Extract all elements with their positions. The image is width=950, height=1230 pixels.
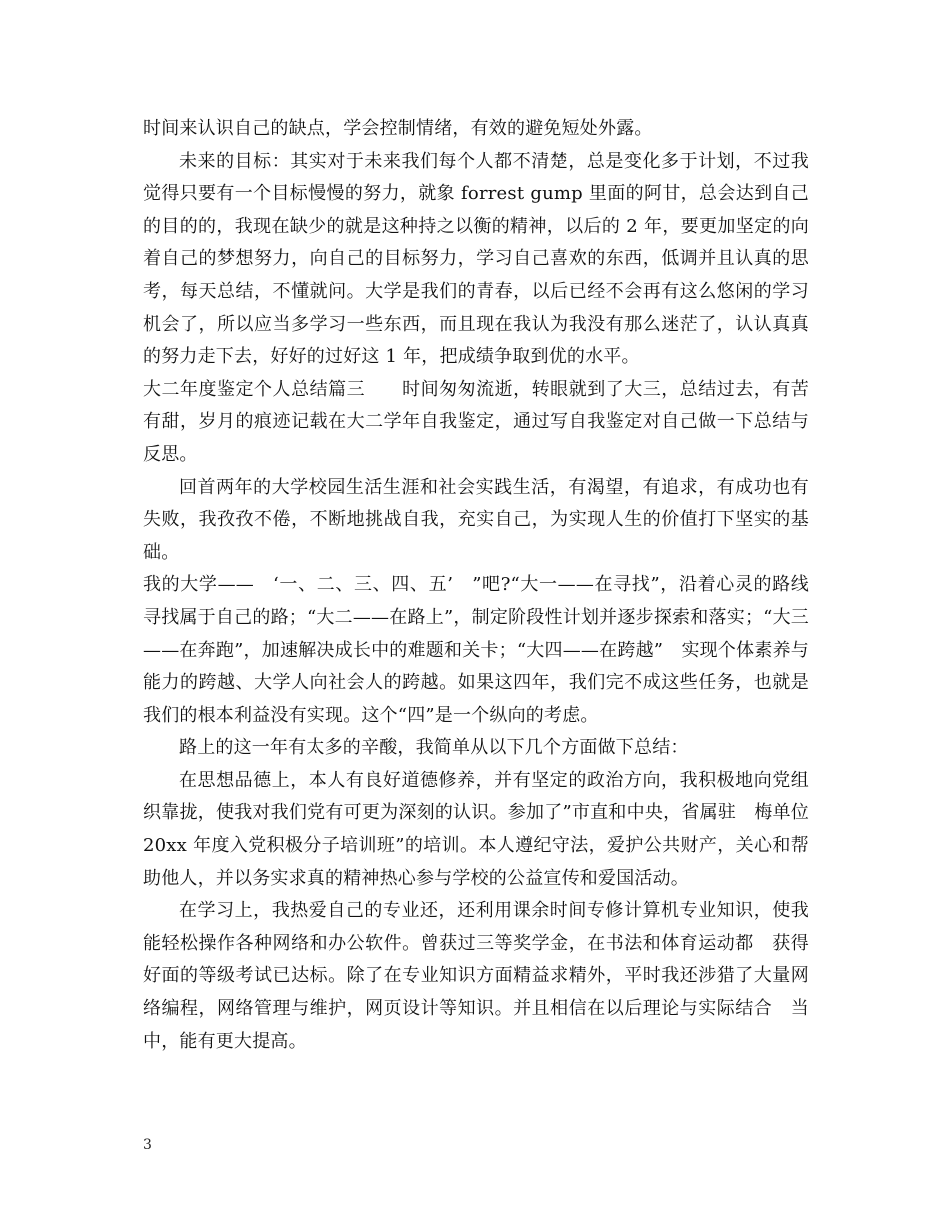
paragraph-2: 大二年度鉴定个人总结篇三 时间匆匆流逝，转眼就到了大三，总结过去，有苦有甜，岁月的痕迹记载在大二学年自我鉴定，通过写自我鉴定对自己做一下总结与反思。 <box>143 378 809 465</box>
paragraph-0: 时间来认识自己的缺点，学会控制情绪，有效的避免短处外露。 <box>143 118 653 139</box>
paragraph-1: 未来的目标：其实对于未来我们每个人都不清楚，总是变化多于计划，不过我觉得只要有一个目标慢慢的努力，就象 forrest gump 里面的阿甘，总会达到自己的目的的，我现在缺少的就是这种持之以衡的精神，以后的 2 年，要更加坚定的向着自己的梦想努力，向自己的目标努力，学习自己喜欢的东西，低调并且认真的思考，每天总结，不懂就问。大学是我们的青春，以后已经不会再有这么悠闲的学习机会了，所以应当多学习一些东西，而且现在我认为我没有那么迷茫了，认认真真的努力走下去，好好的过好这 1 年，把成绩争取到优的水平。 <box>143 150 809 368</box>
paragraph-4: 我的大学—— ‘一、二、三、四、五’ ”吧?“大一——在寻找”，沿着心灵的路线寻找属于自己的路；“大二——在路上”，制定阶段性计划并逐步探索和落实；“大三——在奔跑”，加速解决成长中的难题和关卡；“大四——在跨越” 实现个体素养与能力的跨越、大学人向社会人的跨越。如果这四年，我们完不成这些任务，也就是我们的根本利益没有实现。这个“四”是一个纵向的考虑。 <box>143 574 809 726</box>
paragraph-5: 路上的这一年有太多的辛酸，我简单从以下几个方面做下总结： <box>179 737 689 759</box>
document-body <box>143 113 809 1058</box>
paragraph-3: 回首两年的大学校园生活生涯和社会实践生活，有渴望，有追求，有成功也有失败，我孜孜不倦，不断地挑战自我，充实自己，为实现人生的价值打下坚实的基础。 <box>143 476 809 563</box>
page-number: 3 <box>143 1137 152 1153</box>
paragraph-7: 在学习上，我热爱自己的专业还，还利用课余时间专修计算机专业知识，使我能轻松操作各种网络和办公软件。曾获过三等奖学金，在书法和体育运动都 获得好面的等级考试已达标。除了在专业知识方面精益求精外，平时我还涉猎了大量网络编程，网络管理与维护，网页设计等知识。并且相信在以后理论与实际结合 当中，能有更大提高。 <box>143 900 809 1052</box>
paragraph-6: 在思想品德上，本人有良好道德修养，并有坚定的政治方向，我积极地向党组织靠拢，使我对我们党有可更为深刻的认识。参加了”市直和中央，省属驻 梅单位 20xx 年度入党积极分子培训班”的培训。本人遵纪守法，爱护公共财产，关心和帮助他人，并以务实求真的精神热心参与学校的公益宣传和爱国活动。 <box>143 769 809 889</box>
